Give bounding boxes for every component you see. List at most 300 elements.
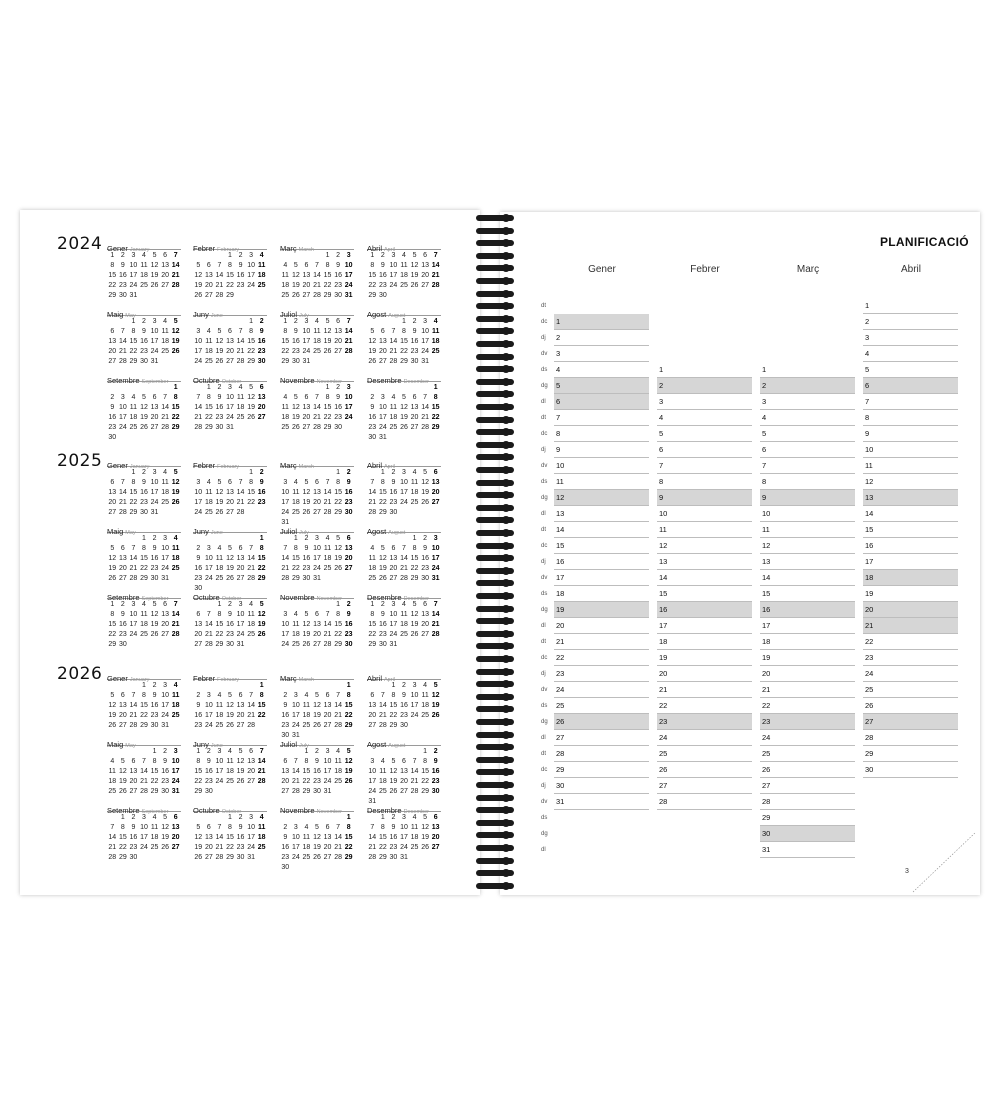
- day-blank: [225, 317, 236, 327]
- day-entry-row[interactable]: [554, 538, 649, 554]
- day-number: 25: [556, 701, 565, 710]
- mini-month-name: Juliol: [280, 310, 298, 319]
- spiral-ring: [476, 568, 514, 574]
- mini-month-name: Gener: [107, 244, 128, 253]
- spiral-ring: [476, 593, 514, 599]
- day-number: 29: [226, 854, 234, 861]
- day-entry-row[interactable]: [760, 570, 855, 586]
- day-entry-row[interactable]: [657, 522, 752, 538]
- day-entry-row[interactable]: [760, 554, 855, 570]
- day-entry-row[interactable]: [554, 330, 649, 346]
- day-entry-row[interactable]: [657, 778, 752, 794]
- day-entry-row[interactable]: [863, 330, 958, 346]
- day-entry-row[interactable]: [554, 490, 649, 506]
- day-entry-row[interactable]: [863, 506, 958, 522]
- day-entry-row[interactable]: [863, 602, 958, 618]
- mini-month-english-name: June: [210, 743, 223, 749]
- day-entry-row[interactable]: [554, 554, 649, 570]
- mini-month-day-grid: [107, 251, 181, 301]
- day-entry-row[interactable]: [760, 762, 855, 778]
- day-number: 18: [226, 768, 234, 775]
- day-number: 7: [433, 252, 438, 259]
- day-number: 16: [302, 555, 311, 562]
- day-entry-row[interactable]: [657, 410, 752, 426]
- day-number: 2: [391, 814, 396, 821]
- day-entry-row[interactable]: [863, 522, 958, 538]
- day-number: 26: [108, 722, 117, 729]
- day-number: 15: [108, 272, 117, 279]
- mini-month-day-grid: [107, 747, 181, 797]
- day-entry-row[interactable]: [554, 682, 649, 698]
- day-number: 2: [259, 469, 264, 476]
- day-number: 29: [118, 854, 127, 861]
- day-number: 7: [238, 479, 243, 486]
- day-number: 3: [391, 601, 396, 608]
- day-number: 12: [215, 489, 224, 496]
- day-number: 27: [108, 358, 117, 365]
- day-entry-row[interactable]: [554, 410, 649, 426]
- day-number: 13: [431, 479, 440, 486]
- day-entry-row[interactable]: [760, 714, 855, 730]
- day-number: 4: [131, 394, 136, 401]
- day-blank: [225, 681, 236, 691]
- day-number: 18: [204, 499, 213, 506]
- day-entry-row[interactable]: [760, 442, 855, 458]
- day-entry-row[interactable]: [863, 570, 958, 586]
- day-entry-row[interactable]: [863, 378, 958, 394]
- day-number: 7: [402, 545, 406, 552]
- day-number: 21: [421, 414, 429, 421]
- day-entry-row[interactable]: [863, 698, 958, 714]
- day-number: 14: [421, 404, 429, 411]
- day-number: 8: [131, 328, 136, 335]
- day-blank: [193, 468, 204, 478]
- day-number: 17: [236, 621, 245, 628]
- day-number: 6: [423, 252, 428, 259]
- day-entry-row[interactable]: [863, 458, 958, 474]
- day-entry-row[interactable]: [554, 394, 649, 410]
- day-number: 7: [346, 318, 351, 325]
- day-entry-row[interactable]: [863, 650, 958, 666]
- day-number: 22: [865, 637, 874, 646]
- day-number: 23: [344, 631, 353, 638]
- day-number: 8: [142, 692, 146, 699]
- day-entry-row[interactable]: [760, 778, 855, 794]
- spiral-ring: [476, 366, 514, 372]
- day-number: 4: [217, 545, 222, 552]
- day-number: 11: [226, 758, 234, 765]
- day-entry-row[interactable]: [657, 634, 752, 650]
- day-blank: [214, 681, 225, 691]
- day-number: 21: [247, 712, 255, 719]
- year-label: 2024: [57, 234, 103, 254]
- day-entry-row[interactable]: [863, 346, 958, 362]
- day-entry-row[interactable]: [760, 794, 855, 810]
- weekday-label: dc: [541, 767, 548, 773]
- mini-month-english-name: September: [141, 596, 169, 602]
- day-number: 23: [313, 778, 321, 785]
- day-number: 20: [410, 414, 419, 421]
- day-number: 28: [247, 722, 255, 729]
- day-number: 21: [865, 621, 874, 630]
- day-entry-row[interactable]: [863, 442, 958, 458]
- day-entry-row[interactable]: [554, 618, 649, 634]
- day-entry-row[interactable]: [760, 810, 855, 826]
- day-number: 31: [171, 788, 180, 795]
- day-number: 17: [865, 557, 874, 566]
- day-number: 9: [152, 545, 157, 552]
- day-number: 26: [313, 854, 321, 861]
- day-entry-row[interactable]: [760, 426, 855, 442]
- day-number: 30: [378, 292, 387, 299]
- day-number: 12: [302, 489, 311, 496]
- weekday-label: ds: [541, 815, 548, 821]
- day-number: 9: [412, 328, 417, 335]
- day-number: 1: [370, 601, 375, 608]
- month-column-header: Març: [796, 264, 820, 275]
- day-number: 9: [238, 262, 243, 269]
- day-entry-row[interactable]: [554, 346, 649, 362]
- day-number: 16: [194, 565, 203, 572]
- day-entry-row[interactable]: [863, 682, 958, 698]
- spiral-ring: [476, 543, 514, 549]
- day-blank: [118, 534, 129, 544]
- day-entry-row[interactable]: [554, 474, 649, 490]
- day-entry-row[interactable]: [863, 714, 958, 730]
- day-entry-row[interactable]: [760, 746, 855, 762]
- day-entry-row[interactable]: [554, 586, 649, 602]
- day-number: 26: [334, 565, 342, 572]
- day-entry-row[interactable]: [554, 442, 649, 458]
- day-number: 22: [108, 631, 117, 638]
- day-number: 14: [129, 555, 138, 562]
- day-number: 22: [431, 414, 440, 421]
- day-number: 26: [323, 348, 332, 355]
- day-number: 2: [346, 601, 351, 608]
- day-number: 2: [120, 601, 125, 608]
- day-entry-row[interactable]: [657, 394, 752, 410]
- day-number: 10: [204, 702, 213, 709]
- day-number: 2: [283, 824, 288, 831]
- day-entry-row[interactable]: [657, 362, 752, 378]
- day-number: 12: [194, 272, 203, 279]
- day-entry-row[interactable]: [863, 490, 958, 506]
- day-entry-row[interactable]: [657, 586, 752, 602]
- day-number: 16: [334, 272, 342, 279]
- day-entry-row[interactable]: [554, 426, 649, 442]
- day-entry-row[interactable]: [863, 410, 958, 426]
- mini-month-day-grid: [367, 383, 441, 443]
- day-entry-row[interactable]: [863, 586, 958, 602]
- day-entry-row[interactable]: [657, 746, 752, 762]
- day-number: 10: [659, 509, 668, 518]
- day-blank: [204, 600, 215, 610]
- spiral-ring: [476, 240, 514, 246]
- day-number: 20: [323, 712, 332, 719]
- day-entry-row[interactable]: [760, 602, 855, 618]
- day-number: 26: [194, 292, 203, 299]
- day-number: 20: [226, 499, 234, 506]
- day-number: 5: [433, 682, 438, 689]
- day-entry-row[interactable]: [657, 618, 752, 634]
- day-number: 18: [323, 555, 332, 562]
- day-entry-row[interactable]: [657, 538, 752, 554]
- day-number: 30: [410, 358, 419, 365]
- spiral-ring: [476, 782, 514, 788]
- day-entry-row[interactable]: [657, 554, 752, 570]
- day-number: 13: [865, 493, 874, 502]
- day-number: 27: [334, 348, 342, 355]
- day-entry-row[interactable]: [554, 602, 649, 618]
- day-number: 6: [259, 384, 264, 391]
- day-number: 1: [380, 469, 385, 476]
- mini-month-english-name: October: [221, 379, 242, 385]
- day-number: 21: [161, 414, 169, 421]
- mini-month-english-name: February: [217, 677, 240, 683]
- day-entry-row[interactable]: [657, 698, 752, 714]
- day-entry-row[interactable]: [657, 490, 752, 506]
- day-entry-row[interactable]: [657, 682, 752, 698]
- day-number: 13: [344, 545, 353, 552]
- day-entry-row[interactable]: [554, 666, 649, 682]
- day-number: 22: [302, 778, 311, 785]
- mini-month-calendar: [107, 734, 181, 797]
- day-entry-row[interactable]: [657, 570, 752, 586]
- day-entry-row[interactable]: [554, 650, 649, 666]
- day-number: 27: [313, 509, 321, 516]
- day-number: 8: [659, 477, 664, 486]
- day-entry-row[interactable]: [863, 634, 958, 650]
- day-number: 1: [336, 601, 341, 608]
- day-entry-row[interactable]: [554, 378, 649, 394]
- day-entry-row[interactable]: [554, 730, 649, 746]
- day-entry-row[interactable]: [657, 666, 752, 682]
- day-number: 17: [659, 621, 668, 630]
- mini-month-english-name: June: [210, 313, 223, 319]
- day-entry-row[interactable]: [657, 442, 752, 458]
- day-entry-row[interactable]: [863, 314, 958, 330]
- mini-month-day-grid: [193, 681, 267, 731]
- day-number: 18: [171, 702, 180, 709]
- mini-month-header: [107, 734, 181, 749]
- day-entry-row[interactable]: [554, 778, 649, 794]
- day-entry-row[interactable]: [554, 522, 649, 538]
- day-entry-row[interactable]: [760, 474, 855, 490]
- day-number: 12: [421, 479, 429, 486]
- day-blank: [214, 468, 225, 478]
- day-number: 17: [171, 768, 180, 775]
- day-number: 9: [259, 328, 264, 335]
- day-number: 10: [344, 394, 353, 401]
- day-number: 23: [281, 722, 290, 729]
- day-number: 2: [556, 333, 561, 342]
- day-entry-row[interactable]: [760, 618, 855, 634]
- day-number: 6: [120, 545, 125, 552]
- day-number: 19: [344, 768, 353, 775]
- day-number: 28: [215, 854, 224, 861]
- day-number: 31: [400, 854, 408, 861]
- day-entry-row[interactable]: [657, 378, 752, 394]
- day-entry-row[interactable]: [554, 314, 649, 330]
- day-number: 14: [865, 509, 874, 518]
- day-entry-row[interactable]: [760, 634, 855, 650]
- day-entry-row[interactable]: [863, 474, 958, 490]
- day-number: 22: [140, 565, 148, 572]
- day-blank: [291, 813, 302, 823]
- day-number: 29: [368, 641, 377, 648]
- day-entry-row[interactable]: [657, 714, 752, 730]
- day-number: 26: [140, 424, 148, 431]
- day-number: 10: [865, 445, 874, 454]
- day-number: 28: [236, 509, 245, 516]
- day-entry-row[interactable]: [760, 586, 855, 602]
- day-number: 30: [118, 292, 127, 299]
- day-entry-row[interactable]: [554, 746, 649, 762]
- day-number: 1: [249, 318, 254, 325]
- weekday-label: dc: [541, 543, 548, 549]
- day-number: 7: [249, 545, 254, 552]
- day-entry-row[interactable]: [657, 458, 752, 474]
- day-entry-row[interactable]: [760, 698, 855, 714]
- day-entry-row[interactable]: [863, 730, 958, 746]
- day-number: 6: [238, 545, 243, 552]
- day-number: 1: [228, 252, 232, 259]
- weekday-label: dj: [541, 783, 546, 789]
- day-entry-row[interactable]: [760, 410, 855, 426]
- day-entry-row[interactable]: [554, 506, 649, 522]
- day-entry-row[interactable]: [554, 714, 649, 730]
- day-blank: [118, 317, 129, 327]
- day-entry-row[interactable]: [863, 362, 958, 378]
- day-entry-row[interactable]: [554, 794, 649, 810]
- day-entry-row[interactable]: [657, 506, 752, 522]
- day-number: 15: [400, 338, 408, 345]
- day-entry-row[interactable]: [657, 474, 752, 490]
- day-entry-row[interactable]: [554, 458, 649, 474]
- mini-month-calendar: [367, 370, 441, 443]
- mini-month-calendar: [280, 238, 354, 301]
- spiral-ring: [476, 341, 514, 347]
- weekday-label: dl: [541, 735, 546, 741]
- mini-month-name: Juny: [193, 740, 209, 749]
- day-number: 21: [236, 348, 245, 355]
- day-blank: [322, 468, 333, 478]
- day-number: 25: [108, 788, 117, 795]
- day-entry-row[interactable]: [760, 378, 855, 394]
- day-number: 14: [400, 555, 408, 562]
- day-blank: [322, 600, 333, 610]
- day-blank: [301, 383, 312, 393]
- day-number: 21: [247, 565, 255, 572]
- day-entry-row[interactable]: [760, 506, 855, 522]
- mini-month-header: [193, 238, 267, 253]
- day-entry-row[interactable]: [657, 730, 752, 746]
- mini-month-header: [367, 238, 441, 253]
- day-entry-row[interactable]: [657, 426, 752, 442]
- day-number: 1: [131, 318, 136, 325]
- day-entry-row[interactable]: [863, 762, 958, 778]
- day-number: 26: [302, 641, 311, 648]
- day-number: 1: [259, 682, 264, 689]
- day-number: 25: [171, 565, 180, 572]
- day-entry-row[interactable]: [657, 794, 752, 810]
- mini-month-name: Novembre: [280, 376, 315, 385]
- day-entry-row[interactable]: [657, 762, 752, 778]
- day-entry-row[interactable]: [863, 298, 958, 314]
- day-blank: [399, 534, 410, 544]
- day-number: 22: [247, 348, 255, 355]
- day-number: 22: [368, 282, 377, 289]
- day-number: 17: [421, 338, 429, 345]
- day-entry-row[interactable]: [760, 362, 855, 378]
- mini-month-english-name: August: [388, 530, 406, 536]
- day-entry-row[interactable]: [863, 618, 958, 634]
- day-number: 25: [215, 722, 224, 729]
- day-number: 4: [163, 469, 168, 476]
- day-number: 17: [150, 489, 159, 496]
- day-entry-row[interactable]: [760, 826, 855, 842]
- day-entry-row[interactable]: [554, 634, 649, 650]
- day-number: 20: [150, 414, 159, 421]
- mini-month-calendar: [280, 370, 354, 433]
- day-number: 8: [249, 479, 254, 486]
- day-entry-row[interactable]: [760, 522, 855, 538]
- day-entry-row[interactable]: [760, 842, 855, 858]
- day-number: 19: [226, 565, 234, 572]
- day-entry-row[interactable]: [554, 698, 649, 714]
- day-entry-row[interactable]: [554, 570, 649, 586]
- day-number: 2: [152, 535, 157, 542]
- day-entry-row[interactable]: [863, 426, 958, 442]
- day-entry-row[interactable]: [657, 602, 752, 618]
- day-number: 3: [283, 479, 288, 486]
- day-entry-row[interactable]: [863, 554, 958, 570]
- day-number: 27: [302, 424, 311, 431]
- day-number: 6: [865, 381, 870, 390]
- day-entry-row[interactable]: [760, 682, 855, 698]
- day-number: 1: [762, 365, 767, 374]
- day-entry-row[interactable]: [863, 666, 958, 682]
- day-number: 15: [659, 589, 668, 598]
- day-number: 2: [163, 748, 168, 755]
- day-blank: [193, 317, 204, 327]
- day-number: 15: [257, 555, 266, 562]
- mini-month-english-name: December: [403, 809, 429, 815]
- day-entry-row[interactable]: [657, 650, 752, 666]
- day-entry-row[interactable]: [760, 730, 855, 746]
- day-entry-row[interactable]: [863, 538, 958, 554]
- day-entry-row[interactable]: [863, 746, 958, 762]
- day-entry-row[interactable]: [760, 538, 855, 554]
- day-number: 26: [865, 701, 874, 710]
- day-entry-row[interactable]: [863, 394, 958, 410]
- day-number: 16: [257, 338, 266, 345]
- day-entry-row[interactable]: [760, 666, 855, 682]
- day-entry-row[interactable]: [760, 650, 855, 666]
- day-number: 30: [281, 864, 290, 871]
- spiral-ring: [476, 215, 514, 221]
- day-entry-row[interactable]: [760, 394, 855, 410]
- day-entry-row[interactable]: [554, 362, 649, 378]
- day-entry-row[interactable]: [760, 458, 855, 474]
- day-number: 25: [334, 778, 342, 785]
- mini-month-calendar: [193, 455, 267, 518]
- day-number: 9: [346, 479, 351, 486]
- day-number: 16: [421, 555, 429, 562]
- day-entry-row[interactable]: [554, 762, 649, 778]
- day-number: 26: [226, 575, 234, 582]
- day-entry-row[interactable]: [760, 490, 855, 506]
